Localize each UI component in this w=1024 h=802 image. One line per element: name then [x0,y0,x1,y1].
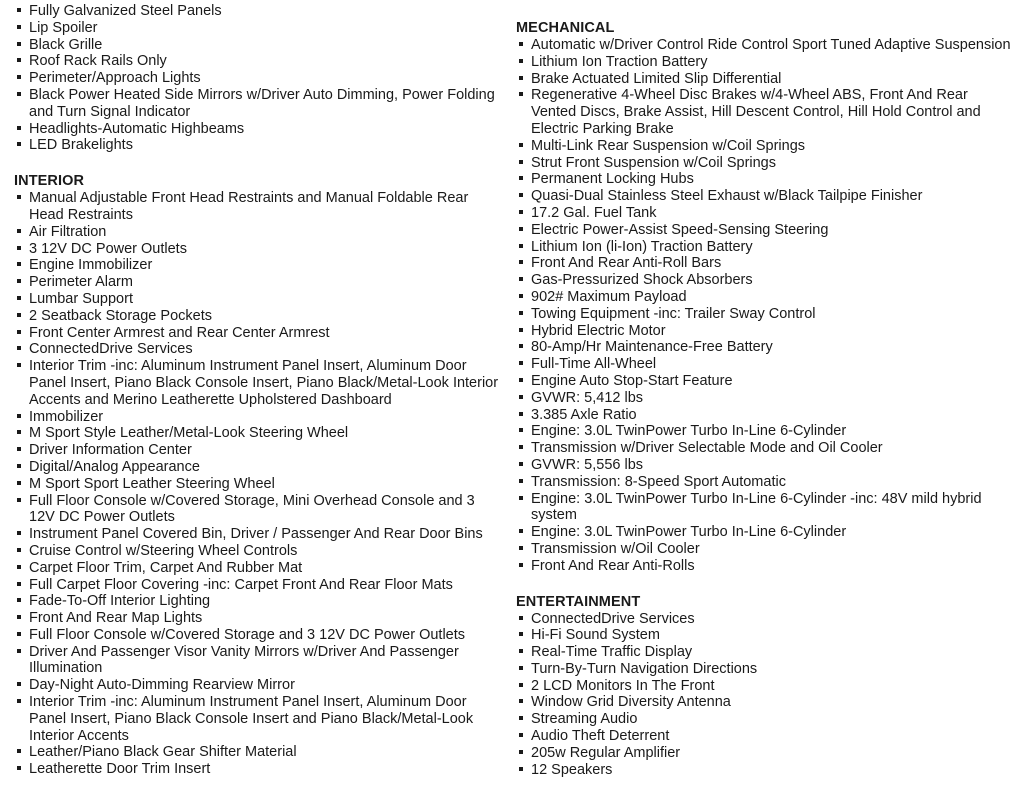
list-item: 3.385 Axle Ratio [516,407,1016,424]
mechanical-heading: MECHANICAL [516,20,615,36]
list-item: Window Grid Diversity Antenna [516,694,1016,711]
list-item: Perimeter/Approach Lights [14,70,504,87]
list-item: Full Floor Console w/Covered Storage, Mini Overhead Console and 3 12V DC Power Outlets [14,493,504,527]
list-item: Towing Equipment -inc: Trailer Sway Control [516,306,1016,323]
list-item: ConnectedDrive Services [14,341,504,358]
list-item: Carpet Floor Trim, Carpet And Rubber Mat [14,560,504,577]
list-item: Digital/Analog Appearance [14,459,504,476]
list-item: Lithium Ion Traction Battery [516,54,1016,71]
list-item: Gas-Pressurized Shock Absorbers [516,272,1016,289]
list-item: Permanent Locking Hubs [516,171,1016,188]
entertainment-heading: ENTERTAINMENT [516,593,641,610]
list-item: Driver Information Center [14,442,504,459]
list-item: 3 12V DC Power Outlets [14,241,504,258]
list-item: 80-Amp/Hr Maintenance-Free Battery [516,339,1016,356]
list-item: Transmission w/Driver Selectable Mode and Oil Cooler [516,440,1016,457]
list-item: Hybrid Electric Motor [516,323,1016,340]
list-item: Brake Actuated Limited Slip Differential [516,71,1016,88]
list-item: Black Grille [14,37,504,54]
list-item: 2 Seatback Storage Pockets [14,308,504,325]
list-item: GVWR: 5,412 lbs [516,390,1016,407]
list-item: Full-Time All-Wheel [516,356,1016,373]
list-item: Fade-To-Off Interior Lighting [14,593,504,610]
list-item: Engine Immobilizer [14,257,504,274]
list-item: Engine: 3.0L TwinPower Turbo In-Line 6-Cylinder [516,423,1016,440]
list-item: Transmission w/Oil Cooler [516,541,1016,558]
list-item: ConnectedDrive Services [516,611,1016,628]
list-item: Perimeter Alarm [14,274,504,291]
list-item: Full Floor Console w/Covered Storage and 3 12V DC Power Outlets [14,627,504,644]
list-item: Audio Theft Deterrent [516,728,1016,745]
list-item: 205w Regular Amplifier [516,745,1016,762]
right-column [516,0,1016,778]
list-item: Strut Front Suspension w/Coil Springs [516,155,1016,172]
list-item: Driver And Passenger Visor Vanity Mirrors w/Driver And Passenger Illumination [14,644,504,678]
list-item: Regenerative 4-Wheel Disc Brakes w/4-Wheel ABS, Front And Rear Vented Discs, Brake Assist, Hill Descent Control, Hill Hold Control and Electric Parking Brake [516,87,1016,137]
list-item: Engine: 3.0L TwinPower Turbo In-Line 6-Cylinder [516,524,1016,541]
mechanical-list [516,37,1016,575]
list-item: M Sport Style Leather/Metal-Look Steering Wheel [14,425,504,442]
list-item: Hi-Fi Sound System [516,627,1016,644]
list-item: Day-Night Auto-Dimming Rearview Mirror [14,677,504,694]
list-item: Multi-Link Rear Suspension w/Coil Springs [516,138,1016,155]
list-item: Front And Rear Anti-Roll Bars [516,255,1016,272]
list-item: Leather/Piano Black Gear Shifter Material [14,744,504,761]
list-item: Turn-By-Turn Navigation Directions [516,661,1016,678]
list-item: GVWR: 5,556 lbs [516,457,1016,474]
list-item: M Sport Sport Leather Steering Wheel [14,476,504,493]
list-item: Front Center Armrest and Rear Center Armrest [14,325,504,342]
list-item: Immobilizer [14,409,504,426]
list-item: 2 LCD Monitors In The Front [516,678,1016,695]
list-item: Streaming Audio [516,711,1016,728]
list-item: Engine: 3.0L TwinPower Turbo In-Line 6-Cylinder -inc: 48V mild hybrid system [516,491,1016,525]
list-item: Lip Spoiler [14,20,504,37]
list-item: Interior Trim -inc: Aluminum Instrument Panel Insert, Aluminum Door Panel Insert, Piano Black Console Insert, Piano Black/Metal-Look Interior Accents and Merino Leatherette Upholstered Dashboard [14,358,504,408]
list-item: 12 Speakers [516,762,1016,779]
list-item: Interior Trim -inc: Aluminum Instrument Panel Insert, Aluminum Door Panel Insert, Piano Black Console Insert and Piano Black/Metal-Look Interior Accents [14,694,504,744]
list-item: Automatic w/Driver Control Ride Control Sport Tuned Adaptive Suspension [516,37,1016,54]
list-item: Full Carpet Floor Covering -inc: Carpet Front And Rear Floor Mats [14,577,504,594]
list-item: Transmission: 8-Speed Sport Automatic [516,474,1016,491]
interior-heading: INTERIOR [14,173,85,190]
exterior-list [14,3,504,154]
list-item: Instrument Panel Covered Bin, Driver / Passenger And Rear Door Bins [14,526,504,543]
entertainment-list [516,611,1016,779]
left-column [14,0,504,778]
list-item: Engine Auto Stop-Start Feature [516,373,1016,390]
list-item: Lithium Ion (li-Ion) Traction Battery [516,239,1016,256]
list-item: Real-Time Traffic Display [516,644,1016,661]
list-item: Leatherette Door Trim Insert [14,761,504,778]
list-item: LED Brakelights [14,137,504,154]
list-item: Fully Galvanized Steel Panels [14,3,504,20]
list-item: Headlights-Automatic Highbeams [14,121,504,138]
list-item: Black Power Heated Side Mirrors w/Driver Auto Dimming, Power Folding and Turn Signal Indicator [14,87,504,121]
list-item: Lumbar Support [14,291,504,308]
list-item: Front And Rear Anti-Rolls [516,558,1016,575]
list-item: Roof Rack Rails Only [14,53,504,70]
interior-list [14,190,504,778]
list-item: Manual Adjustable Front Head Restraints and Manual Foldable Rear Head Restraints [14,190,504,224]
list-item: Electric Power-Assist Speed-Sensing Steering [516,222,1016,239]
list-item: Front And Rear Map Lights [14,610,504,627]
list-item: 902# Maximum Payload [516,289,1016,306]
list-item: Cruise Control w/Steering Wheel Controls [14,543,504,560]
list-item: 17.2 Gal. Fuel Tank [516,205,1016,222]
list-item: Quasi-Dual Stainless Steel Exhaust w/Black Tailpipe Finisher [516,188,1016,205]
list-item: Air Filtration [14,224,504,241]
